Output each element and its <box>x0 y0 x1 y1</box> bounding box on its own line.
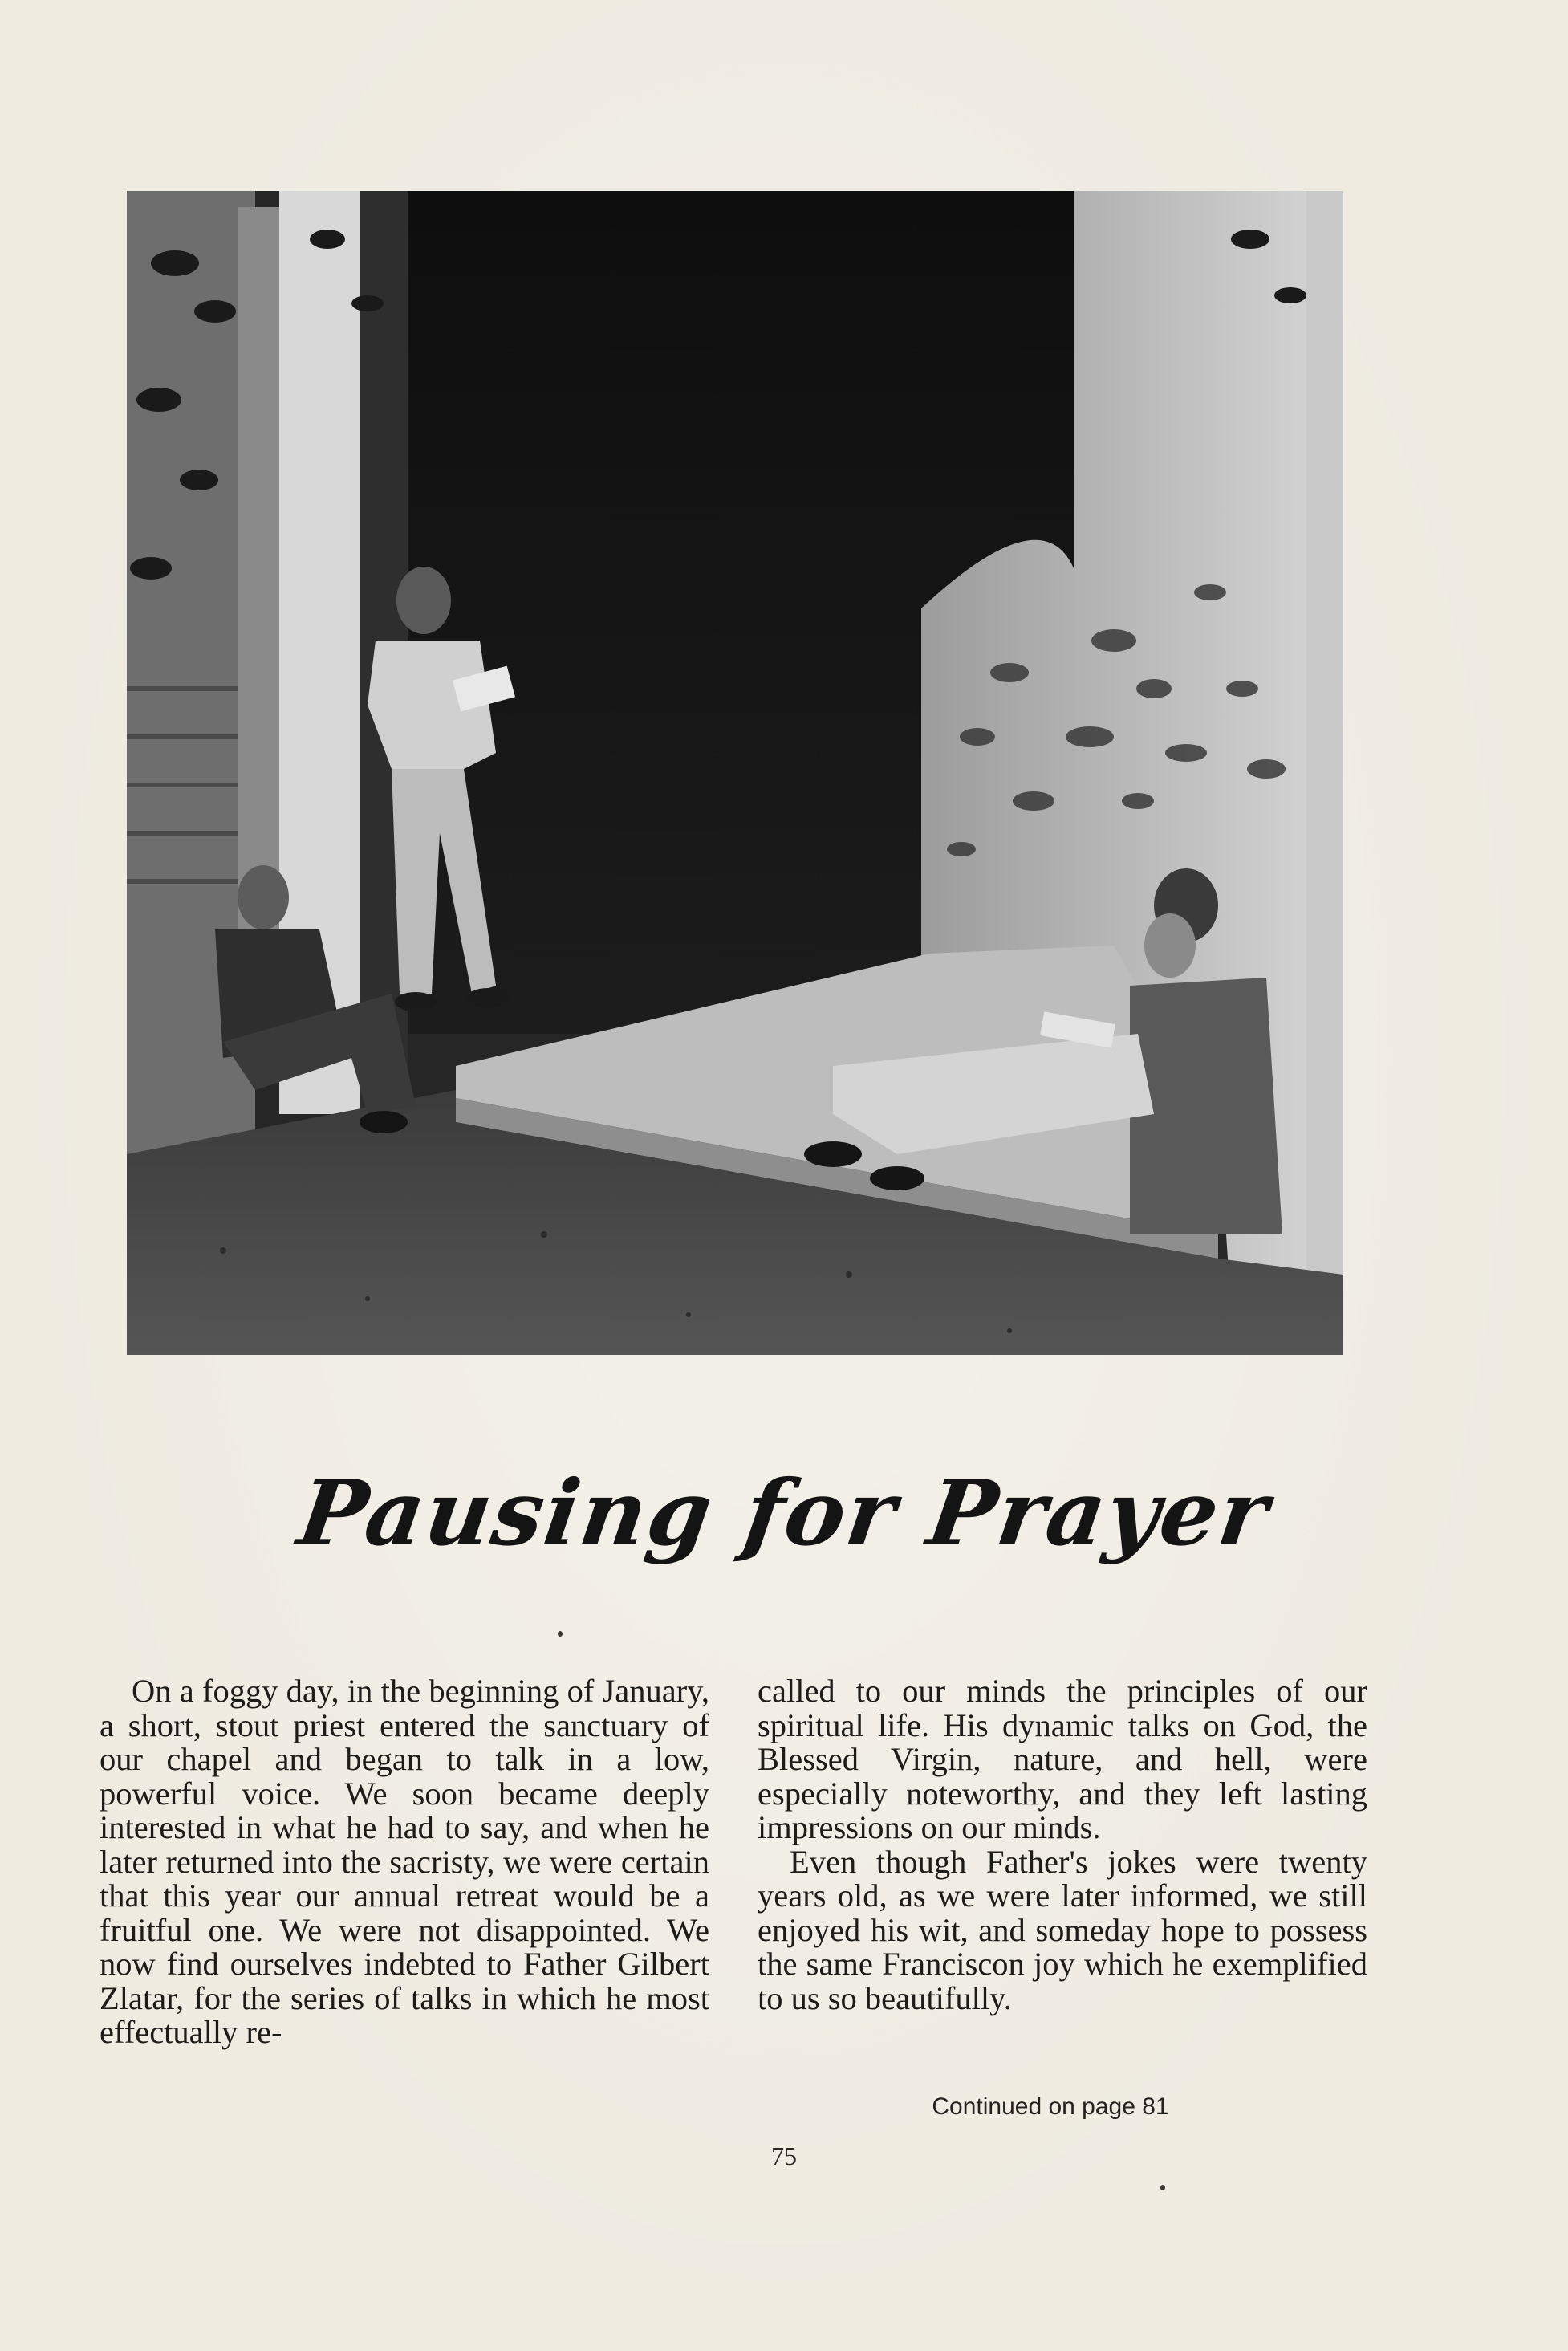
photograph-students-praying <box>127 191 1343 1355</box>
paragraph-retreat-talks: called to our minds the principles of our spiritual life. His dynamic talks on God, the Blessed Virgin, nature, and hell, were especially noteworthy, and they left lasting impressions on our minds. <box>758 1673 1367 1845</box>
article-column-left <box>100 1674 709 2050</box>
continued-note: Continued on page 81 <box>932 2093 1169 2120</box>
print-speck <box>1160 2185 1165 2190</box>
print-speck <box>558 1631 563 1637</box>
article-column-right <box>758 1674 1367 2015</box>
paragraph-father-jokes: Even though Father's jokes were twenty years old, as we were later informed, we still enjoyed his wit, and someday hope to possess the same Franciscon joy which he exemplified to us so beautifully. <box>758 1843 1367 2016</box>
page-number: 75 <box>771 2142 797 2170</box>
paragraph-retreat-intro: On a foggy day, in the beginning of January, a short, stout priest entered the sanctuary of our chapel and began to talk in a low, powerful voice. We soon became deeply interested in what he had to say, and when he later returned into the sacristy, we were certain that this year our annual retreat would be a fruitful one. We were not disappointed. We now find ourselves indebted to Father Gilbert Zlatar, for the series of talks in which he most effectually re- <box>100 1673 709 2050</box>
photo-illustration <box>127 191 1343 1355</box>
article-title: Pausing for Prayer <box>291 1461 1276 1566</box>
